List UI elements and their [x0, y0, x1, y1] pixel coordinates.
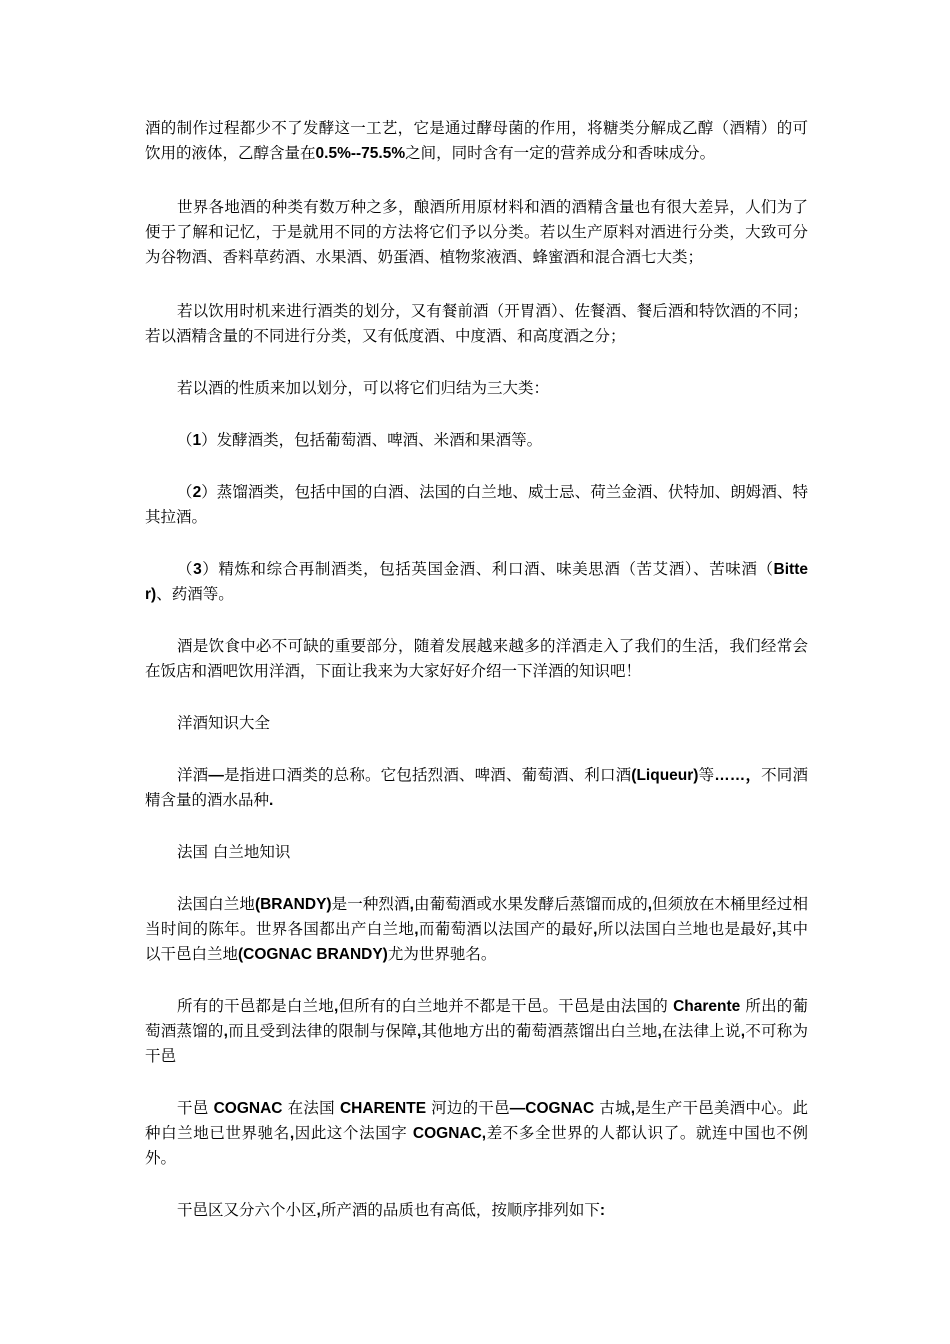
text-run: 是生产干邑美酒中心。此种白兰地已世界驰名 [145, 1099, 808, 1142]
text-run: , [657, 1023, 662, 1040]
charente-term: CHARENTE [339, 1100, 427, 1117]
text-run: , [223, 1023, 228, 1040]
text-run: 古城 [594, 1099, 631, 1117]
paragraph-foreign-wine-definition [145, 763, 808, 813]
paragraph-cognac-vs-brandy [145, 994, 808, 1069]
text-run: 差不多全世界的人都认识了。就连中国也不例外。 [145, 1124, 808, 1167]
text-run: , [409, 896, 414, 913]
text-run: ）发酵酒类，包括葡萄酒、啤酒、米酒和果酒等。 [201, 431, 543, 449]
text-run: , [414, 921, 419, 938]
cognac-term: COGNAC [213, 1100, 283, 1117]
list-item-refined [145, 557, 808, 607]
text-run: : [599, 1202, 606, 1219]
text-run: , [416, 1023, 422, 1040]
paragraph-foreign-wine-intro: 酒是饮食中必不可缺的重要部分，随着发展越来越多的洋酒走入了我们的生活，我们经常会在饭店和酒吧饮用洋酒，下面让我来为大家好好介绍一下洋酒的知识吧！ [145, 637, 808, 680]
text-run: 是一种烈酒 [331, 895, 410, 913]
text-run: 其他地方出的葡萄酒蒸馏出白兰地 [421, 1022, 658, 1040]
text-run: 洋酒 [177, 766, 209, 784]
item-number: 3 [193, 561, 202, 578]
text-run: （ [177, 483, 193, 501]
text-run: , [740, 1023, 746, 1040]
text-run: 而葡萄酒以法国产的最好 [418, 920, 594, 938]
brandy-term: (BRANDY) [254, 896, 332, 913]
text-run: 之间，同时含有一定的营养成分和香味成分。 [405, 144, 716, 162]
text-run: 不可称为干邑 [145, 1022, 808, 1065]
paragraph-intro [145, 116, 808, 166]
charente-term: Charente [673, 998, 741, 1015]
text-run: 干邑区又分六个小区 [177, 1201, 317, 1219]
paragraph-classification-by-timing: 若以饮用时机来进行酒类的划分，又有餐前酒（开胃酒）、佐餐酒、餐后酒和特饮酒的不同；若以酒精含量的不同进行分类，又有低度酒、中度酒、和高度酒之分； [145, 302, 808, 345]
bitter-term: Bitter) [145, 561, 808, 603]
list-item-distilled [145, 480, 808, 530]
text-run: 等 [698, 766, 715, 784]
cognac-brandy-term: (COGNAC BRANDY) [238, 946, 388, 963]
text-run: , [289, 1125, 295, 1142]
text-run: ……， [714, 767, 762, 784]
cognac-term: —COGNAC [509, 1100, 595, 1117]
liqueur-term: (Liqueur) [631, 767, 699, 784]
text-run: 而且受到法律的限制与保障 [227, 1022, 417, 1040]
text-run: 所以法国白兰地也是最好 [597, 920, 772, 938]
text-run: 所出的葡萄酒蒸馏的 [145, 997, 808, 1040]
text-run: , [333, 998, 339, 1015]
item-number: 1 [192, 432, 202, 449]
text-run: 所产酒的品质也有高低，按顺序排列如下 [320, 1201, 600, 1219]
text-run: — [208, 767, 224, 784]
text-run: 其中以干邑白兰地 [145, 920, 808, 963]
section-heading-brandy: 法国 白兰地知识 [177, 843, 291, 861]
item-number: 2 [192, 484, 202, 501]
list-item-fermented [145, 428, 808, 453]
text-run: ）蒸馏酒类，包括中国的白酒、法国的白兰地、威士忌、荷兰金酒、伏特加、朗姆酒、特其拉酒。 [145, 483, 808, 526]
text-run: 、药酒等。 [156, 585, 234, 603]
text-run: 干邑 [177, 1099, 214, 1117]
paragraph-cognac-town [145, 1096, 808, 1171]
text-run: . [269, 792, 274, 809]
text-run: 所有的干邑都是白兰地 [177, 997, 334, 1015]
text-run: （ [177, 560, 194, 578]
paragraph-cognac-regions [145, 1198, 808, 1223]
cognac-term: COGNAC, [412, 1125, 487, 1142]
text-run: 由葡萄酒或水果发酵后蒸馏而成的 [413, 895, 648, 913]
paragraph-classification-by-nature: 若以酒的性质来加以划分，可以将它们归结为三大类： [177, 379, 550, 397]
text-run: , [771, 921, 777, 938]
section-heading-foreign-wine: 洋酒知识大全 [177, 714, 271, 732]
text-run: 但须放在木桶里经过相当时间的陈年。世界各国都出产白兰地 [145, 895, 808, 938]
alcohol-range: 0.5%--75.5% [315, 145, 406, 162]
document-body [145, 116, 808, 1223]
text-run: , [593, 921, 598, 938]
text-run: 尤为世界驰名。 [387, 945, 497, 963]
text-run: 是指进口酒类的总称。它包括烈酒、啤酒、葡萄酒、利口酒 [223, 766, 632, 784]
text-run: ）精炼和综合再制酒类，包括英国金酒、利口酒、味美思酒（苦艾酒）、苦味酒（ [201, 560, 774, 578]
text-run: , [647, 896, 653, 913]
paragraph-classification-by-material: 世界各地酒的种类有数万种之多，酿酒所用原材料和酒的酒精含量也有很大差异，人们为了便于了解和记忆，于是就用不同的方法将它们予以分类。若以生产原料对酒进行分类，大致可分为谷物酒、香料草药酒、水果酒、奶蛋酒、植物浆液酒、蜂蜜酒和混合酒七大类； [145, 198, 808, 266]
text-run: （ [177, 431, 193, 449]
text-run: 河边的干邑 [426, 1099, 510, 1117]
text-run: 酒的制作过程都少不了发酵这一工艺，它是通过酵母菌的作用，将糖类分解成乙醇（酒精）的可饮用的液体，乙醇含量在 [145, 119, 808, 162]
paragraph-brandy [145, 892, 808, 967]
text-run: , [630, 1100, 636, 1117]
text-run: 在法国 [282, 1099, 340, 1117]
text-run: 法国白兰地 [177, 895, 255, 913]
text-run: 不同酒精含量的酒水品种 [145, 766, 808, 809]
text-run: 因此这个法国字 [294, 1124, 413, 1142]
text-run: , [316, 1202, 321, 1219]
text-run: 在法律上说 [661, 1022, 741, 1040]
text-run: 但所有的白兰地并不都是干邑。干邑是由法国的 [338, 997, 674, 1015]
